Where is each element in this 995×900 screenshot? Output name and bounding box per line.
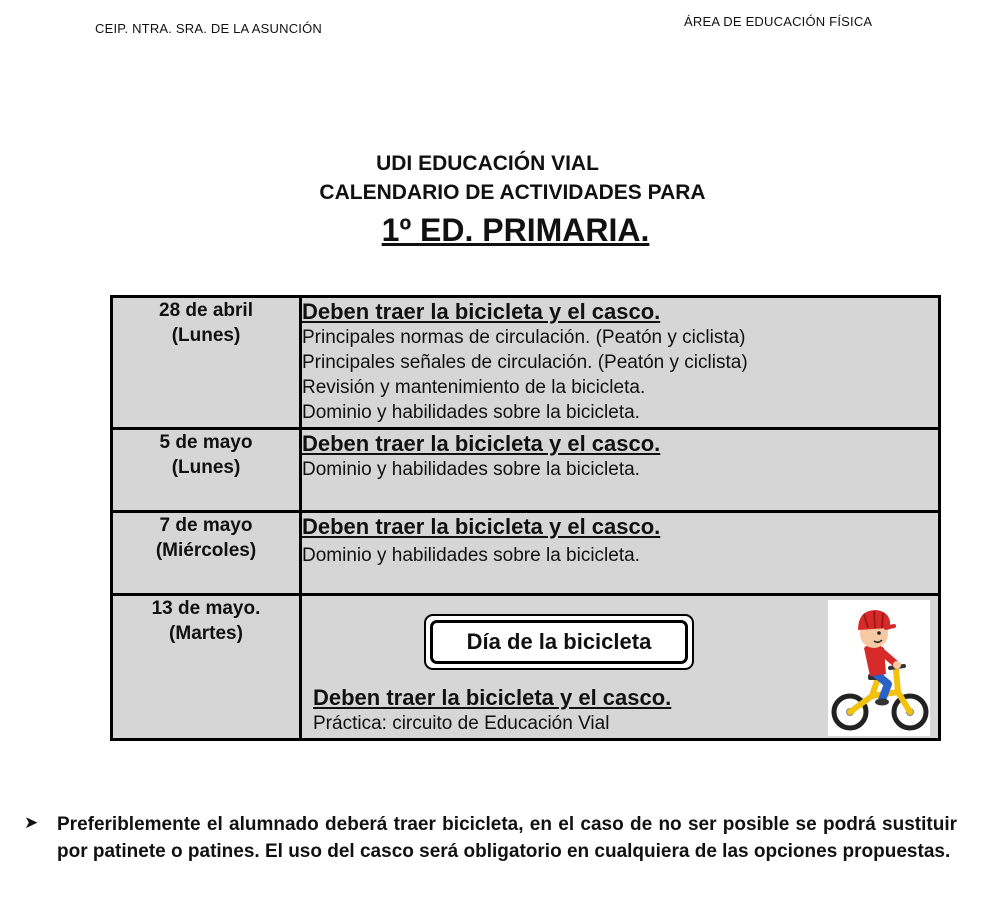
date-label: 28 de abril <box>159 300 253 321</box>
activity-cell <box>301 429 940 512</box>
weekday-label: (Lunes) <box>171 457 241 478</box>
activity-item: Revisión y mantenimiento de la bicicleta. <box>302 377 646 398</box>
activity-item: Práctica: circuito de Educación Vial <box>313 713 610 734</box>
activity-item: Dominio y habilidades sobre la bicicleta. <box>302 459 640 480</box>
note-paragraph: Preferiblemente el alumnado deberá traer bicicleta, en el caso de no ser posible se podrá sustituir por patinete o patines. El uso del casco será obligatorio en cualquiera de las opciones propuestas. <box>57 814 957 862</box>
activity-item: Principales normas de circulación. (Peatón y ciclista) <box>302 327 746 348</box>
title-line-1: UDI EDUCACIÓN VIAL <box>376 152 599 175</box>
requirement-text: Deben traer la bicicleta y el casco. <box>313 685 672 710</box>
table-row <box>112 429 940 512</box>
weekday-label: (Martes) <box>169 623 243 644</box>
activity-cell <box>301 297 940 429</box>
date-cell <box>112 595 301 740</box>
table-row <box>112 297 940 429</box>
activities-calendar-table <box>110 295 941 741</box>
weekday-label: (Miércoles) <box>155 540 257 561</box>
requirement-text: Deben traer la bicicleta y el casco. <box>302 299 661 324</box>
bike-day-label: Día de la bicicleta <box>430 620 688 664</box>
title-line-2: CALENDARIO DE ACTIVIDADES PARA <box>319 181 706 204</box>
requirement-text: Deben traer la bicicleta y el casco. <box>302 514 661 539</box>
title-line-3: 1º ED. PRIMARIA. <box>381 212 650 248</box>
bike-day-box <box>424 614 694 670</box>
table-row <box>112 595 940 740</box>
date-cell <box>112 297 301 429</box>
area-name: ÁREA DE EDUCACIÓN FÍSICA <box>684 14 873 29</box>
date-cell <box>112 429 301 512</box>
date-label: 5 de mayo <box>159 432 253 453</box>
date-label: 13 de mayo. <box>151 598 261 619</box>
requirement-text: Deben traer la bicicleta y el casco. <box>302 431 661 456</box>
activity-item: Principales señales de circulación. (Peatón y ciclista) <box>302 352 748 373</box>
activity-cell <box>301 512 940 595</box>
activity-item: Dominio y habilidades sobre la bicicleta. <box>302 545 640 566</box>
activity-cell <box>301 595 940 740</box>
date-label: 7 de mayo <box>159 515 253 536</box>
activity-item: Dominio y habilidades sobre la bicicleta. <box>302 402 640 423</box>
weekday-label: (Lunes) <box>171 325 241 346</box>
school-name: CEIP. NTRA. SRA. DE LA ASUNCIÓN <box>95 21 323 36</box>
table-row <box>112 512 940 595</box>
date-cell <box>112 512 301 595</box>
arrow-bullet-icon: ➤ <box>24 813 39 832</box>
child-cyclist-illustration <box>828 600 930 736</box>
